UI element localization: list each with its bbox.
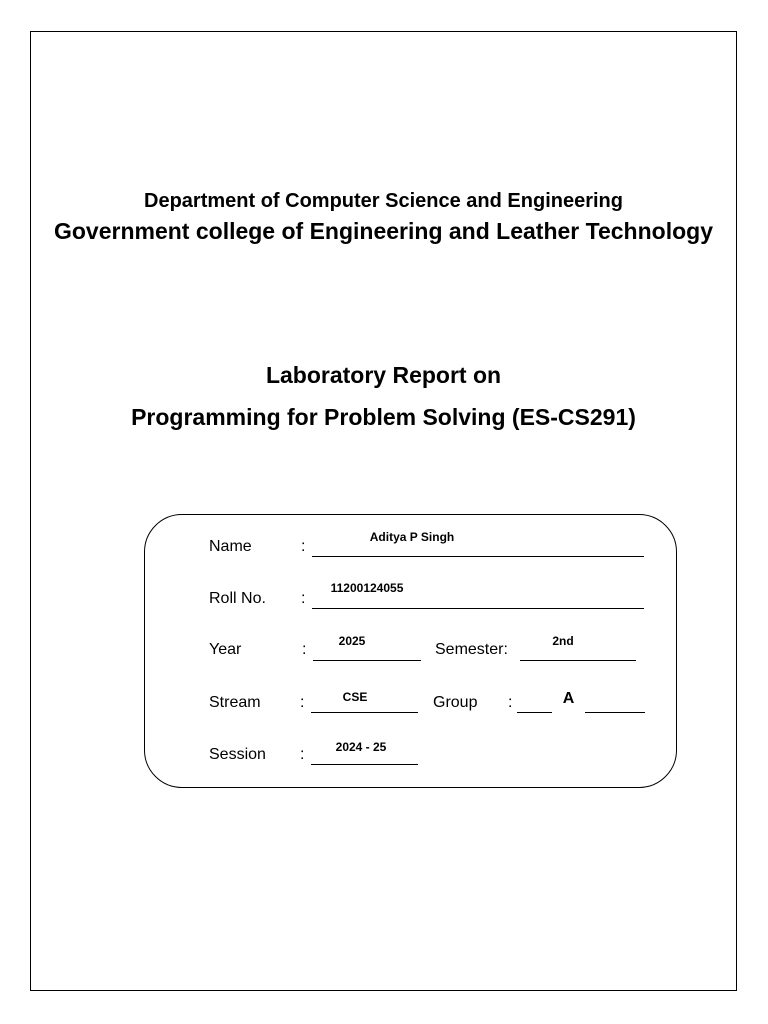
semester-value: 2nd [552, 634, 574, 648]
stream-label: Stream [209, 694, 261, 711]
session-line [311, 764, 418, 765]
roll-value: 11200124055 [330, 581, 404, 595]
name-line [312, 556, 644, 557]
group-line-left [517, 712, 552, 713]
year-colon: : [302, 641, 307, 658]
college-heading: Government college of Engineering and Leather Technology [53, 218, 713, 244]
subject-title: Programming for Problem Solving (ES-CS291) [131, 404, 636, 430]
page-border [30, 31, 737, 991]
stream-line [311, 712, 418, 713]
year-value: 2025 [338, 634, 366, 648]
year-line [313, 660, 421, 661]
session-label: Session [209, 746, 266, 763]
group-value: A [562, 690, 575, 707]
report-title: Laboratory Report on [265, 362, 502, 388]
semester-label: Semester: [435, 641, 508, 658]
group-line-right [585, 712, 645, 713]
group-label: Group [433, 694, 478, 711]
roll-colon: : [301, 590, 306, 607]
name-colon: : [301, 538, 306, 555]
semester-line [520, 660, 636, 661]
session-colon: : [300, 746, 305, 763]
group-colon: : [508, 694, 513, 711]
year-label: Year [209, 641, 242, 658]
name-value: Aditya P Singh [369, 530, 455, 544]
roll-line [312, 608, 644, 609]
session-value: 2024 - 25 [335, 740, 387, 754]
department-heading: Department of Computer Science and Engineering [144, 190, 623, 212]
roll-label: Roll No. [209, 590, 266, 607]
name-label: Name [209, 538, 252, 555]
stream-value: CSE [342, 690, 368, 704]
stream-colon: : [300, 694, 305, 711]
